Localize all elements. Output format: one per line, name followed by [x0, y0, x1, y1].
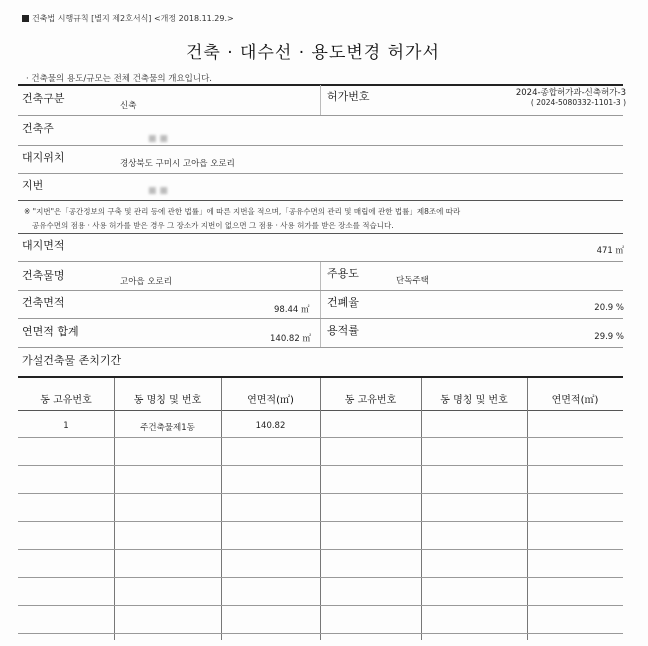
- divider: [18, 115, 623, 116]
- row-divider: [18, 437, 623, 438]
- divider: [18, 290, 623, 291]
- lot-number-note-2: 공유수면의 점용 · 사용 허가를 받은 경우 그 장소가 지번이 없으면 그 점용 · 사용 허가를 받은 장소를 적습니다.: [32, 221, 394, 230]
- permit-number-line1: 2024-종합허가과-신축허가-3: [515, 88, 626, 98]
- building-name-label: 건축물명: [22, 269, 65, 282]
- column-divider: [114, 378, 115, 640]
- row-divider: [18, 493, 623, 494]
- column-divider: [421, 378, 422, 640]
- table-header: 동 명칭 및 번호: [440, 395, 508, 406]
- divider: [320, 262, 321, 347]
- column-divider: [221, 378, 222, 640]
- site-area-value: 471 ㎡: [596, 246, 624, 256]
- column-divider: [527, 378, 528, 640]
- column-divider: [320, 378, 321, 640]
- document-subtitle: · 건축물의 용도/규모는 전체 건축물의 개요입니다.: [26, 74, 212, 84]
- building-name-value: 고아읍 오로리: [120, 277, 172, 287]
- divider: [18, 233, 623, 234]
- building-type-label: 건축구분: [22, 92, 65, 105]
- divider: [320, 85, 321, 115]
- table-cell: 주건축물제1동: [140, 423, 195, 433]
- total-floor-area-value: 140.82 ㎡: [270, 334, 311, 344]
- divider: [18, 318, 623, 319]
- row-divider: [18, 577, 623, 578]
- header-bullet-icon: [22, 15, 29, 22]
- lot-number-note-1: ※ "지번"은「공간정보의 구축 및 관리 등에 관한 법률」에 따른 지번을 적으며,「공유수면의 관리 및 매립에 관한 법률」제8조에 따라: [24, 207, 461, 216]
- table-header: 동 고유번호: [344, 395, 397, 406]
- building-type-value: 신축: [120, 101, 137, 111]
- main-use-value: 단독주택: [396, 276, 429, 286]
- divider: [18, 145, 623, 146]
- owner-label: 건축주: [22, 122, 54, 135]
- form-reference: 건축법 시행규칙 [별지 제2호서식] <개정 2018.11.29.>: [32, 14, 234, 23]
- row-divider: [18, 521, 623, 522]
- site-location-value: 경상북도 구미시 고아읍 오로리: [120, 159, 235, 169]
- table-cell: 1: [63, 421, 69, 431]
- site-area-label: 대지면적: [22, 239, 65, 252]
- site-location-label: 대지위치: [22, 151, 65, 164]
- table-header: 동 명칭 및 번호: [133, 395, 202, 406]
- floor-area-ratio-value: 29.9 %: [594, 332, 624, 342]
- row-divider: [18, 605, 623, 606]
- table-header: 연면적(㎡): [551, 395, 599, 406]
- main-use-label: 주용도: [327, 267, 359, 280]
- coverage-ratio-value: 20.9 %: [594, 303, 624, 313]
- row-divider: [18, 465, 623, 466]
- lot-number-label: 지번: [22, 179, 44, 192]
- divider: [18, 173, 623, 174]
- row-divider: [18, 549, 623, 550]
- table-header: 동 고유번호: [40, 395, 92, 406]
- divider: [18, 200, 623, 201]
- table-header: 연면적(㎡): [247, 395, 294, 406]
- coverage-ratio-label: 건폐율: [327, 296, 359, 309]
- floor-area-ratio-label: 용적률: [327, 324, 359, 337]
- building-area-label: 건축면적: [22, 296, 65, 309]
- total-floor-area-label: 연면적 합계: [22, 325, 79, 338]
- document-title: 건축 · 대수선 · 용도변경 허가서: [186, 43, 440, 63]
- temporary-building-period-label: 가설건축물 존치기간: [22, 354, 122, 367]
- permit-number-label: 허가번호: [327, 90, 370, 103]
- divider: [18, 347, 623, 348]
- permit-number-line2: ( 2024-5080332-1101-3 ): [530, 98, 626, 107]
- building-area-value: 98.44 ㎡: [274, 305, 310, 315]
- lot-number-value-redacted: ■ ■: [148, 186, 168, 196]
- table-cell: 140.82: [255, 421, 286, 431]
- row-divider: [18, 633, 623, 634]
- owner-value-redacted: ■ ■: [148, 134, 168, 144]
